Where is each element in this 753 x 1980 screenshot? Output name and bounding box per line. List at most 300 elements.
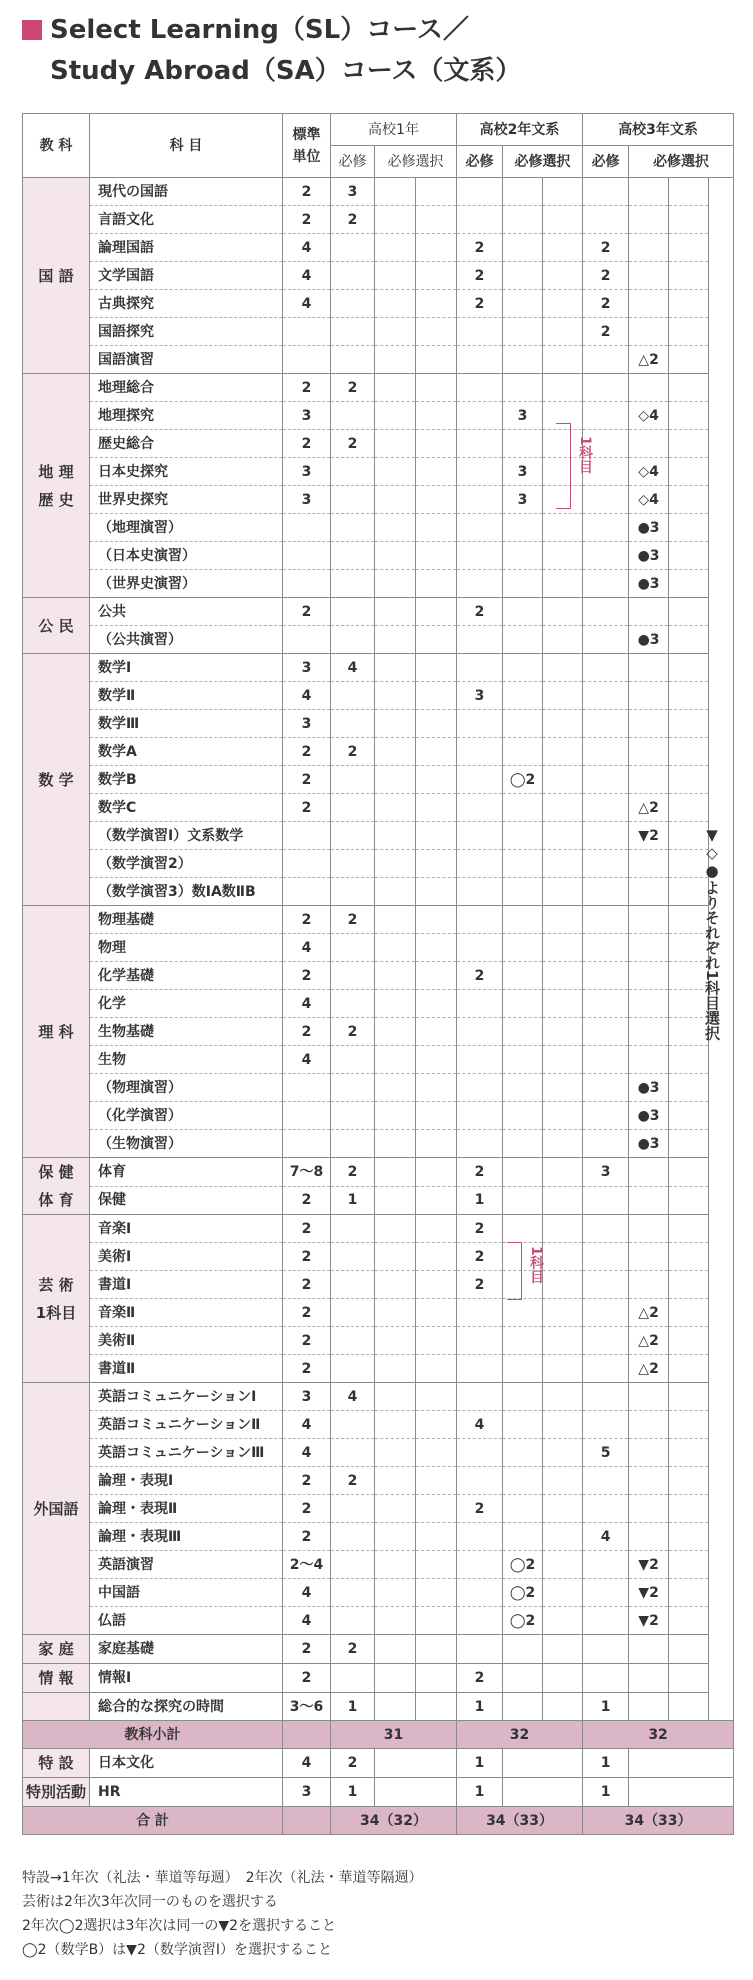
y2-elective-a	[503, 1439, 543, 1467]
header-y2-elective: 必修選択	[503, 146, 583, 178]
table-row	[23, 822, 734, 850]
y1-elective-a	[375, 206, 416, 234]
y1-elective-a	[375, 654, 416, 682]
y2-elective-b	[543, 1018, 583, 1046]
table-row	[23, 1158, 734, 1187]
y1-elective-b	[416, 962, 457, 990]
standard-units: 4	[283, 1046, 331, 1074]
y3-elective	[629, 1749, 734, 1778]
subtotal-label: 教科小計	[23, 1721, 283, 1749]
y3-required	[583, 570, 629, 598]
y3-required	[583, 346, 629, 374]
total-std	[283, 1807, 331, 1835]
y3-elective-a	[629, 1046, 669, 1074]
y2-required: 3	[457, 682, 503, 710]
y3-required	[583, 1074, 629, 1102]
table-row	[23, 430, 734, 458]
y2-elective-b	[543, 738, 583, 766]
standard-units: 4	[283, 1411, 331, 1439]
y1-elective-a	[375, 1046, 416, 1074]
y2-elective-b	[543, 850, 583, 878]
subject-name: （世界史演習）	[90, 570, 283, 598]
y1-required: 4	[331, 1383, 375, 1411]
standard-units	[283, 542, 331, 570]
y3-elective-a: △2	[629, 1299, 669, 1327]
y2-required: 4	[457, 1411, 503, 1439]
table-row	[23, 1467, 734, 1495]
y2-elective-b	[543, 374, 583, 402]
y1-elective-a	[375, 822, 416, 850]
table-row	[23, 1579, 734, 1607]
subject-name: （数学演習2）	[90, 850, 283, 878]
y3-required	[583, 1327, 629, 1355]
y2-elective-a: ◯2	[503, 1551, 543, 1579]
standard-units: 2	[283, 430, 331, 458]
header-year3: 高校3年文系	[583, 114, 734, 146]
y1-elective-a	[375, 710, 416, 738]
y3-required: 3	[583, 1158, 629, 1187]
header-category: 教 科	[23, 114, 90, 178]
standard-units: 2	[283, 906, 331, 934]
subject-name: 英語演習	[90, 1551, 283, 1579]
y1-elective-a	[375, 1495, 416, 1523]
y1-required	[331, 934, 375, 962]
page-title	[22, 10, 742, 92]
y1-required	[331, 1243, 375, 1271]
y2-elective-b	[543, 1271, 583, 1299]
subtotal-y1: 31	[331, 1721, 457, 1749]
y2-required	[457, 822, 503, 850]
y1-required: 2	[331, 906, 375, 934]
y2-elective-b	[543, 934, 583, 962]
y2-elective-a	[503, 878, 543, 906]
y2-elective	[503, 1778, 583, 1807]
table-row	[23, 1355, 734, 1383]
y1-required	[331, 1523, 375, 1551]
y3-required	[583, 794, 629, 822]
y2-elective-a	[503, 934, 543, 962]
y1-elective-b	[416, 346, 457, 374]
y1-elective-b	[416, 1523, 457, 1551]
y2-required	[457, 1467, 503, 1495]
y1-elective-a	[375, 1186, 416, 1215]
y3-elective-a	[629, 1271, 669, 1299]
y1-elective-b	[416, 682, 457, 710]
y1-required	[331, 1551, 375, 1579]
y3-elective-b	[669, 1607, 709, 1635]
table-row	[23, 1243, 734, 1271]
y1-elective-b	[416, 234, 457, 262]
y3-required: 2	[583, 318, 629, 346]
y1-required	[331, 1130, 375, 1158]
y2-elective-b	[543, 710, 583, 738]
y1-elective-b	[416, 206, 457, 234]
y3-elective-a	[629, 1635, 669, 1664]
y3-elective-b	[669, 682, 709, 710]
category-cell: 情 報	[23, 1664, 90, 1693]
subject-name: 文学国語	[90, 262, 283, 290]
y3-elective-b	[669, 206, 709, 234]
category-cell: 地 理 歴 史	[23, 374, 90, 598]
y1-elective-a	[375, 1467, 416, 1495]
y3-elective-b	[669, 430, 709, 458]
category-cell: 理 科	[23, 906, 90, 1158]
table-row	[23, 178, 734, 206]
table-row	[23, 990, 734, 1018]
table-row	[23, 1607, 734, 1635]
y1-elective-a	[375, 1664, 416, 1693]
table-row	[23, 1102, 734, 1130]
table-row	[23, 402, 734, 430]
subject-name: （化学演習）	[90, 1102, 283, 1130]
footnote-4: ◯2（数学B）は▼2（数学演習Ⅰ）を選択すること	[22, 1942, 332, 1958]
y2-required	[457, 738, 503, 766]
subject-name: 体育	[90, 1158, 283, 1187]
y1-required	[331, 766, 375, 794]
y3-required	[583, 962, 629, 990]
y3-elective-b	[669, 738, 709, 766]
subject-name: 古典探究	[90, 290, 283, 318]
y1-elective-a	[375, 766, 416, 794]
y1-elective-b	[416, 1495, 457, 1523]
y2-required	[457, 1074, 503, 1102]
y2-required	[457, 1551, 503, 1579]
y2-elective	[503, 1749, 583, 1778]
table-row	[23, 1327, 734, 1355]
y2-elective-b	[543, 1215, 583, 1243]
subject-name: 地理探究	[90, 402, 283, 430]
table-row	[23, 1186, 734, 1215]
y3-required	[583, 1551, 629, 1579]
total-y1: 34（32）	[331, 1807, 457, 1835]
standard-units: 3	[283, 458, 331, 486]
table-row	[23, 654, 734, 682]
category-cell: 特別活動	[23, 1778, 90, 1807]
y3-elective-a	[629, 766, 669, 794]
y2-required: 2	[457, 262, 503, 290]
y3-elective-a	[629, 710, 669, 738]
subject-name: 中国語	[90, 1579, 283, 1607]
y1-required: 2	[331, 374, 375, 402]
standard-units	[283, 570, 331, 598]
y3-elective-a: ●3	[629, 514, 669, 542]
y2-elective-a	[503, 682, 543, 710]
y3-required: 1	[583, 1778, 629, 1807]
table-row	[23, 962, 734, 990]
subject-name: 家庭基礎	[90, 1635, 283, 1664]
y1-required	[331, 1579, 375, 1607]
y3-elective-a: △2	[629, 1355, 669, 1383]
table-row	[23, 1495, 734, 1523]
y2-elective-b	[543, 234, 583, 262]
total-y2: 34（33）	[457, 1807, 583, 1835]
y1-required: 2	[331, 1749, 375, 1778]
category-cell	[23, 1693, 90, 1721]
y3-elective-b	[669, 290, 709, 318]
subject-name: 化学基礎	[90, 962, 283, 990]
y3-elective-b	[669, 1130, 709, 1158]
y2-required: 2	[457, 598, 503, 626]
y2-required	[457, 570, 503, 598]
y1-elective-b	[416, 1439, 457, 1467]
y1-elective-a	[375, 514, 416, 542]
header-y1-elective: 必修選択	[375, 146, 457, 178]
standard-units: 2	[283, 738, 331, 766]
y2-elective-a	[503, 1693, 543, 1721]
y3-elective-b	[669, 1411, 709, 1439]
y2-elective-b	[543, 318, 583, 346]
y1-elective-a	[375, 570, 416, 598]
table-row	[23, 206, 734, 234]
y2-elective-a	[503, 906, 543, 934]
y1-elective-a	[375, 290, 416, 318]
subject-name: 数学B	[90, 766, 283, 794]
side-note: ▼◇●よりそれぞれ1科目選択	[703, 826, 721, 1041]
y2-elective-a	[503, 1523, 543, 1551]
y3-elective-b	[669, 318, 709, 346]
y3-required	[583, 850, 629, 878]
y2-elective-b	[543, 290, 583, 318]
history-bracket	[556, 423, 571, 509]
y1-elective-a	[375, 430, 416, 458]
table-row	[23, 1046, 734, 1074]
y1-elective-b	[416, 514, 457, 542]
y1-elective-b	[416, 626, 457, 654]
y3-required: 4	[583, 1523, 629, 1551]
subject-name: 数学Ⅱ	[90, 682, 283, 710]
y3-required	[583, 486, 629, 514]
y2-elective-a	[503, 346, 543, 374]
y1-elective-b	[416, 710, 457, 738]
y3-elective-b	[669, 234, 709, 262]
y3-required	[583, 1130, 629, 1158]
y1-required	[331, 402, 375, 430]
y3-elective-b	[669, 542, 709, 570]
subtotal-std	[283, 1721, 331, 1749]
y1-elective-a	[375, 598, 416, 626]
y2-elective-a	[503, 1299, 543, 1327]
y1-required: 3	[331, 178, 375, 206]
y1-elective-b	[416, 906, 457, 934]
table-row	[23, 1215, 734, 1243]
table-row	[23, 542, 734, 570]
y3-elective-a	[629, 598, 669, 626]
y3-elective-a	[629, 1411, 669, 1439]
standard-units: 4	[283, 290, 331, 318]
y1-elective-b	[416, 374, 457, 402]
y3-elective-a	[629, 1523, 669, 1551]
y1-elective	[375, 1778, 457, 1807]
standard-units: 4	[283, 1439, 331, 1467]
y2-elective-a	[503, 1327, 543, 1355]
y3-elective-a: ▼2	[629, 1579, 669, 1607]
standard-units: 4	[283, 934, 331, 962]
standard-units: 2	[283, 1327, 331, 1355]
y1-elective-a	[375, 1158, 416, 1187]
y1-required: 1	[331, 1778, 375, 1807]
title-line-1	[22, 10, 742, 51]
category-cell: 数 学	[23, 654, 90, 906]
y1-required: 2	[331, 1158, 375, 1187]
y2-elective-a	[503, 822, 543, 850]
category-cell: 公 民	[23, 598, 90, 654]
y2-elective-b	[543, 1693, 583, 1721]
y2-elective-b	[543, 1523, 583, 1551]
y3-elective-a	[629, 318, 669, 346]
y1-elective-b	[416, 598, 457, 626]
y3-required	[583, 542, 629, 570]
y1-required	[331, 542, 375, 570]
table-row	[23, 262, 734, 290]
y2-required	[457, 766, 503, 794]
y1-elective-a	[375, 850, 416, 878]
y1-elective-a	[375, 1439, 416, 1467]
y3-elective-a	[629, 990, 669, 1018]
y2-elective-a	[503, 990, 543, 1018]
table-row	[23, 290, 734, 318]
y1-required	[331, 1074, 375, 1102]
y1-required	[331, 822, 375, 850]
subject-name: 総合的な探究の時間	[90, 1693, 283, 1721]
y2-required	[457, 626, 503, 654]
y3-elective-a	[629, 1018, 669, 1046]
y3-elective-b	[669, 1495, 709, 1523]
y1-elective-a	[375, 794, 416, 822]
y1-required	[331, 1411, 375, 1439]
y3-elective-a	[629, 206, 669, 234]
y2-elective-a	[503, 1355, 543, 1383]
standard-units: 4	[283, 990, 331, 1018]
y1-required	[331, 1102, 375, 1130]
y1-elective-a	[375, 178, 416, 206]
y2-elective-a	[503, 1186, 543, 1215]
y1-elective-a	[375, 1383, 416, 1411]
y1-elective-b	[416, 990, 457, 1018]
y3-elective-b	[669, 1693, 709, 1721]
y2-elective-b	[543, 682, 583, 710]
y2-elective-a: 3	[503, 486, 543, 514]
y1-elective-a	[375, 1355, 416, 1383]
y2-required	[457, 430, 503, 458]
y1-required: 1	[331, 1693, 375, 1721]
y3-elective-a	[629, 178, 669, 206]
y1-elective-b	[416, 1355, 457, 1383]
y1-required	[331, 1664, 375, 1693]
standard-units: 3	[283, 654, 331, 682]
standard-units: 2	[283, 1355, 331, 1383]
y3-required	[583, 906, 629, 934]
y1-elective-b	[416, 1299, 457, 1327]
y3-required	[583, 1215, 629, 1243]
y2-elective-a	[503, 794, 543, 822]
y3-required: 2	[583, 262, 629, 290]
y3-elective-a: ●3	[629, 570, 669, 598]
y3-required	[583, 598, 629, 626]
table-row	[23, 318, 734, 346]
table-row	[23, 1523, 734, 1551]
footnotes	[22, 1866, 742, 1962]
y2-elective-b	[543, 1355, 583, 1383]
y1-elective-b	[416, 570, 457, 598]
y3-required	[583, 626, 629, 654]
y3-required	[583, 1467, 629, 1495]
table-row	[23, 1664, 734, 1693]
y1-elective-b	[416, 1074, 457, 1102]
special-row	[23, 1778, 734, 1807]
subject-name: （公共演習）	[90, 626, 283, 654]
standard-units: 2	[283, 206, 331, 234]
y3-elective-b	[669, 374, 709, 402]
y2-elective-b	[543, 822, 583, 850]
y3-elective-a: ●3	[629, 1074, 669, 1102]
y1-elective-b	[416, 1635, 457, 1664]
y1-elective-a	[375, 458, 416, 486]
y2-required	[457, 346, 503, 374]
y3-elective-b	[669, 402, 709, 430]
y3-elective-a	[629, 906, 669, 934]
y2-required	[457, 1523, 503, 1551]
table-row	[23, 234, 734, 262]
subject-name: 公共	[90, 598, 283, 626]
y1-elective-a	[375, 962, 416, 990]
y2-elective-a	[503, 1411, 543, 1439]
y2-required	[457, 1579, 503, 1607]
y2-required	[457, 486, 503, 514]
standard-units	[283, 878, 331, 906]
y3-elective-b	[669, 654, 709, 682]
y2-elective-b	[543, 206, 583, 234]
y2-elective-a: ◯2	[503, 766, 543, 794]
y1-elective-a	[375, 934, 416, 962]
y3-required	[583, 1186, 629, 1215]
subject-name: 書道Ⅱ	[90, 1355, 283, 1383]
y1-elective-b	[416, 934, 457, 962]
y2-required	[457, 1635, 503, 1664]
standard-units: 2	[283, 1271, 331, 1299]
y2-elective-a	[503, 1215, 543, 1243]
y2-elective-a: 3	[503, 402, 543, 430]
y1-elective	[375, 1749, 457, 1778]
y2-elective-b	[543, 990, 583, 1018]
y3-elective-b	[669, 1635, 709, 1664]
y2-elective-b	[543, 1243, 583, 1271]
standard-units: 2	[283, 1215, 331, 1243]
y1-elective-b	[416, 402, 457, 430]
y2-elective-a	[503, 1467, 543, 1495]
y2-elective-a	[503, 206, 543, 234]
y2-required	[457, 1299, 503, 1327]
y1-elective-a	[375, 1693, 416, 1721]
standard-units: 2	[283, 1635, 331, 1664]
standard-units: 2	[283, 1018, 331, 1046]
standard-units	[283, 514, 331, 542]
y2-required	[457, 850, 503, 878]
y2-required	[457, 1439, 503, 1467]
y1-elective-a	[375, 906, 416, 934]
subject-name: 化学	[90, 990, 283, 1018]
y3-elective-b	[669, 1355, 709, 1383]
subject-name: （数学演習3）数ⅠA数ⅡB	[90, 878, 283, 906]
subject-name: 数学Ⅰ	[90, 654, 283, 682]
y3-required	[583, 402, 629, 430]
y2-elective-b	[543, 542, 583, 570]
y2-elective-b	[543, 1607, 583, 1635]
y1-required	[331, 1355, 375, 1383]
y1-elective-b	[416, 850, 457, 878]
y2-elective-b	[543, 1383, 583, 1411]
y1-required	[331, 318, 375, 346]
y2-elective-b	[543, 1102, 583, 1130]
